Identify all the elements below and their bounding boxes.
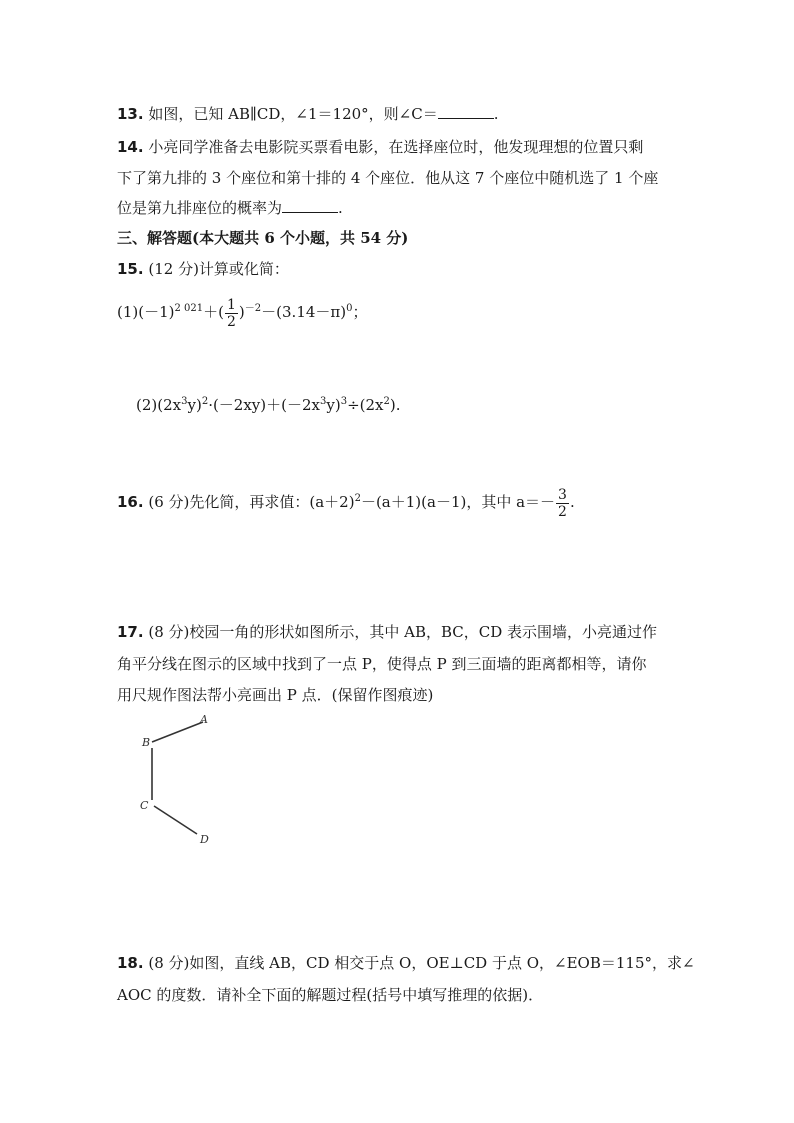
fraction-three-halves	[556, 487, 569, 520]
exponent: 2	[383, 396, 390, 407]
question-15-intro	[117, 259, 289, 279]
question-15-part-2	[136, 395, 401, 415]
denominator: 2	[558, 503, 567, 520]
period: .	[493, 105, 499, 123]
period: .	[338, 199, 343, 217]
question-15-part-1	[117, 294, 368, 330]
question-number: 18.	[117, 954, 144, 972]
question-number: 16.	[117, 493, 144, 511]
exponent: 2 021	[174, 303, 204, 314]
question-number: 13.	[117, 105, 144, 123]
exponent: 3	[181, 396, 188, 407]
segment-ab	[152, 722, 203, 742]
label-d: D	[200, 833, 209, 846]
question-number: 14.	[117, 138, 144, 156]
question-text: (12 分)计算或化简：	[148, 260, 289, 278]
expr-part: ).	[389, 396, 401, 414]
question-number: 15.	[117, 260, 144, 278]
question-number: 17.	[117, 623, 144, 641]
question-text: 位是第九排座位的概率为	[117, 199, 283, 217]
exponent: 2	[201, 396, 209, 407]
section-heading: 三、解答题(本大题共 6 个小题，共 54 分)	[117, 229, 409, 247]
semicolon: ；	[352, 303, 368, 321]
expr-part: ·(－2xy)＋(－2x	[208, 396, 320, 414]
question-14-line-1	[117, 137, 643, 157]
question-17-line-1	[117, 622, 657, 642]
question-text: 小亮同学准备去电影院买票看电影，在选择座位时，他发现理想的位置只剩	[148, 138, 644, 156]
expr-part: (6 分)先化简，再求值：(a＋2)	[148, 493, 355, 511]
expr-part: ÷(2x	[347, 396, 384, 414]
question-18-line-1	[117, 953, 695, 973]
exponent: 0	[346, 303, 353, 314]
question-text: 如图，已知 AB∥CD，∠1＝120°，则∠C＝	[148, 105, 438, 123]
exponent: 3	[320, 396, 327, 407]
question-17-line-3: 用尺规作图法帮小亮画出 P 点．(保留作图痕迹)	[117, 686, 434, 704]
expr-part: ＋(	[203, 303, 224, 321]
period: .	[569, 493, 575, 511]
question-14-line-2: 下了第九排的 3 个座位和第十排的 4 个座位．他从这 7 个座位中随机选了 1 个座	[117, 169, 659, 187]
expr-part: －(a＋1)(a－1)，其中 a＝－	[360, 493, 556, 511]
label-b: B	[142, 736, 151, 749]
expr-part: y)	[326, 396, 341, 414]
question-14-line-3	[117, 198, 343, 218]
expr-part: )	[238, 303, 245, 321]
wall-figure	[135, 710, 225, 850]
answer-blank[interactable]	[438, 104, 494, 119]
exponent: 3	[340, 396, 348, 407]
question-18-line-2: AOC 的度数．请补全下面的解题过程(括号中填写推理的依据)．	[117, 986, 544, 1004]
label-a: A	[200, 713, 208, 726]
expr-part: (1)(－1)	[117, 303, 175, 321]
answer-blank[interactable]	[282, 198, 338, 213]
exponent: －2	[244, 303, 262, 314]
exponent: 2	[354, 493, 361, 504]
segment-cd	[154, 806, 197, 834]
denominator: 2	[227, 313, 236, 330]
question-17-line-2: 角平分线在图示的区域中找到了一点 P，使得点 P 到三面墙的距离都相等，请你	[117, 655, 647, 673]
numerator: 3	[558, 486, 567, 503]
question-13	[117, 104, 499, 124]
expr-part: y)	[187, 396, 202, 414]
fraction-one-half	[225, 297, 238, 330]
question-text: (8 分)校园一角的形状如图所示，其中 AB，BC，CD 表示围墙，小亮通过作	[148, 623, 658, 641]
question-text: (8 分)如图，直线 AB，CD 相交于点 O，OE⊥CD 于点 O，∠EOB＝115°，求∠	[148, 954, 695, 972]
numerator: 1	[227, 296, 236, 313]
expr-part: (2)(2x	[136, 396, 182, 414]
expr-part: －(3.14－π)	[261, 303, 347, 321]
label-c: C	[140, 799, 149, 812]
question-16	[117, 484, 575, 520]
